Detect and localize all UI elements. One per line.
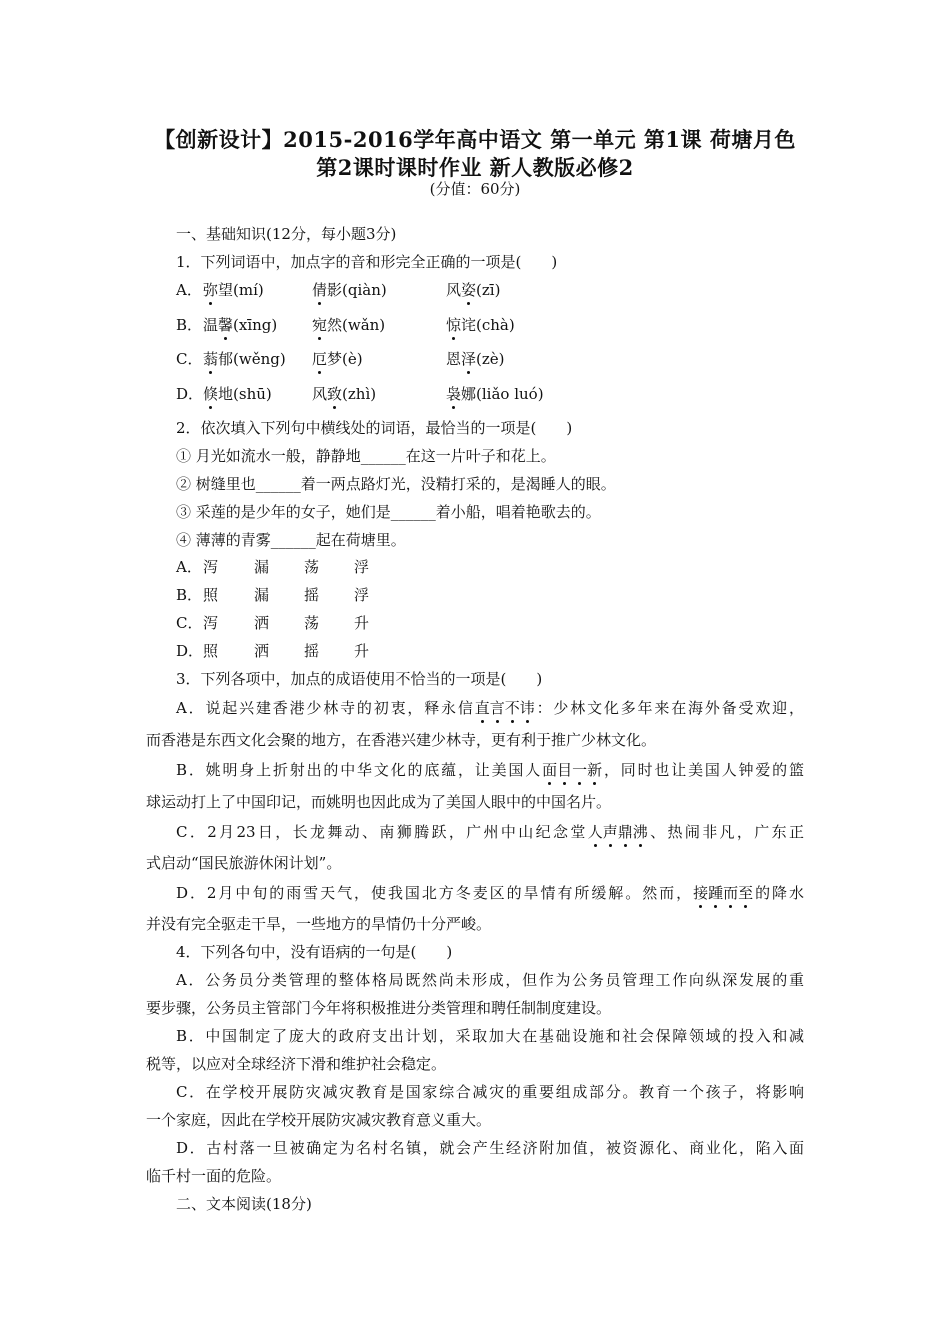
q4-option-c: C．在学校开展防灾减灾教育是国家综合减灾的重要组成部分。教育一个孩子，将影响 <box>176 1083 804 1101</box>
word-item: 倩影(qiàn) <box>312 281 387 299</box>
option-word: 洒 <box>254 614 270 632</box>
option-word: 荡 <box>304 558 320 576</box>
word-item: 厄梦(è) <box>312 350 363 368</box>
option-label: B． <box>176 316 203 334</box>
q3-option-d-cont: 并没有完全驱走干旱，一些地方的旱情仍十分严峻。 <box>146 915 492 933</box>
section1-heading: 一、基础知识(12分，每小题3分) <box>176 225 397 243</box>
option-word: 升 <box>354 614 370 632</box>
word-item: 袅娜(liǎo luó) <box>446 385 544 403</box>
q4-option-b-cont: 税等，以应对全球经济下滑和维护社会稳定。 <box>146 1055 447 1073</box>
section2-heading: 二、文本阅读(18分) <box>176 1195 312 1213</box>
option-label: C． <box>176 350 203 368</box>
option-word: 浮 <box>354 586 370 604</box>
q2-stem: 2．依次填入下列句中横线处的词语，最恰当的一项是( ) <box>176 419 573 437</box>
word-item: 风致(zhì) <box>312 385 377 403</box>
q1-option-b <box>176 315 515 335</box>
document-title-line2: 第2课时课时作业 新人教版必修2 <box>316 155 634 180</box>
word-item: 温馨(xīng) <box>203 316 278 334</box>
q3-stem: 3．下列各项中，加点的成语使用不恰当的一项是( ) <box>176 670 543 688</box>
option-label: D． <box>176 642 204 660</box>
q3-option-b: B．姚明身上折射出的中华文化的底蕴，让美国人面目一新，同时也让美国人钟爱的篮 <box>176 761 804 779</box>
q2-sentence: ④ 薄薄的青雾______起在荷塘里。 <box>176 531 406 549</box>
q2-sentence: ① 月光如流水一般，静静地______在这一片叶子和花上。 <box>176 447 556 465</box>
q4-option-a: A．公务员分类管理的整体格局既然尚未形成，但作为公务员管理工作向纵深发展的重 <box>176 971 804 989</box>
q2-option-b <box>176 585 370 605</box>
q4-option-d-cont: 临千村一面的危险。 <box>146 1167 282 1185</box>
total-score: (分值：60分) <box>429 180 521 198</box>
q3-option-a: A．说起兴建香港少林寺的初衷，释永信直言不讳：少林文化多年来在海外备受欢迎， <box>176 699 804 717</box>
q1-option-a <box>176 280 501 300</box>
q4-option-a-cont: 要步骤，公务员主管部门今年将积极推进分类管理和聘任制制度建设。 <box>146 999 612 1017</box>
q3-option-b-cont: 球运动打上了中国印记，而姚明也因此成为了美国人眼中的中国名片。 <box>146 793 612 811</box>
option-word: 照 <box>203 642 219 660</box>
word-item: 惊诧(chà) <box>446 316 515 334</box>
word-item: 弥望(mí) <box>203 281 264 299</box>
option-label: A． <box>176 281 202 299</box>
option-label: A． <box>176 558 202 576</box>
q1-option-c <box>176 349 505 369</box>
q3-option-c: C．2月23日，长龙舞动、南狮腾跃，广州中山纪念堂人声鼎沸、热闹非凡，广东正 <box>176 823 804 841</box>
q3-option-c-cont: 式启动“国民旅游休闲计划”。 <box>146 854 342 872</box>
q4-option-d: D．古村落一旦被确定为名村名镇，就会产生经济附加值，被资源化、商业化，陷入面 <box>176 1139 804 1157</box>
option-word: 照 <box>203 586 219 604</box>
word-item: 风姿(zī) <box>446 281 501 299</box>
q1-stem: 1．下列词语中，加点字的音和形完全正确的一项是( ) <box>176 253 558 271</box>
q2-option-a <box>176 557 370 577</box>
option-word: 漏 <box>254 586 270 604</box>
option-word: 漏 <box>254 558 270 576</box>
option-word: 泻 <box>203 558 219 576</box>
word-item: 恩泽(zè) <box>446 350 505 368</box>
q4-option-c-cont: 一个家庭，因此在学校开展防灾减灾教育意义重大。 <box>146 1111 492 1129</box>
q3-option-a-cont: 而香港是东西文化会聚的地方，在香港兴建少林寺，更有利于推广少林文化。 <box>146 731 657 749</box>
option-word: 升 <box>354 642 370 660</box>
q1-option-d <box>176 384 544 404</box>
option-label: C． <box>176 614 203 632</box>
option-word: 荡 <box>304 614 320 632</box>
q4-option-b: B．中国制定了庞大的政府支出计划，采取加大在基础设施和社会保障领域的投入和减 <box>176 1027 804 1045</box>
document-title-line1: 【创新设计】2015-2016学年高中语文 第一单元 第1课 荷塘月色 <box>154 127 796 152</box>
option-label: B． <box>176 586 203 604</box>
q4-stem: 4．下列各句中，没有语病的一句是( ) <box>176 943 453 961</box>
option-word: 摇 <box>304 586 320 604</box>
q2-sentence: ② 树缝里也______着一两点路灯光，没精打采的，是渴睡人的眼。 <box>176 475 616 493</box>
option-word: 浮 <box>354 558 370 576</box>
q2-option-d <box>176 641 370 661</box>
word-item: 宛然(wǎn) <box>312 316 386 334</box>
q2-sentence: ③ 采莲的是少年的女子，她们是______着小船，唱着艳歌去的。 <box>176 503 601 521</box>
option-word: 泻 <box>203 614 219 632</box>
option-label: D． <box>176 385 204 403</box>
word-item: 倏地(shū) <box>203 385 272 403</box>
word-item: 蓊郁(wěng) <box>203 350 286 368</box>
option-word: 洒 <box>254 642 270 660</box>
option-word: 摇 <box>304 642 320 660</box>
q3-option-d: D．2月中旬的雨雪天气，使我国北方冬麦区的旱情有所缓解。然而，接踵而至的降水 <box>176 884 804 902</box>
q2-option-c <box>176 613 370 633</box>
